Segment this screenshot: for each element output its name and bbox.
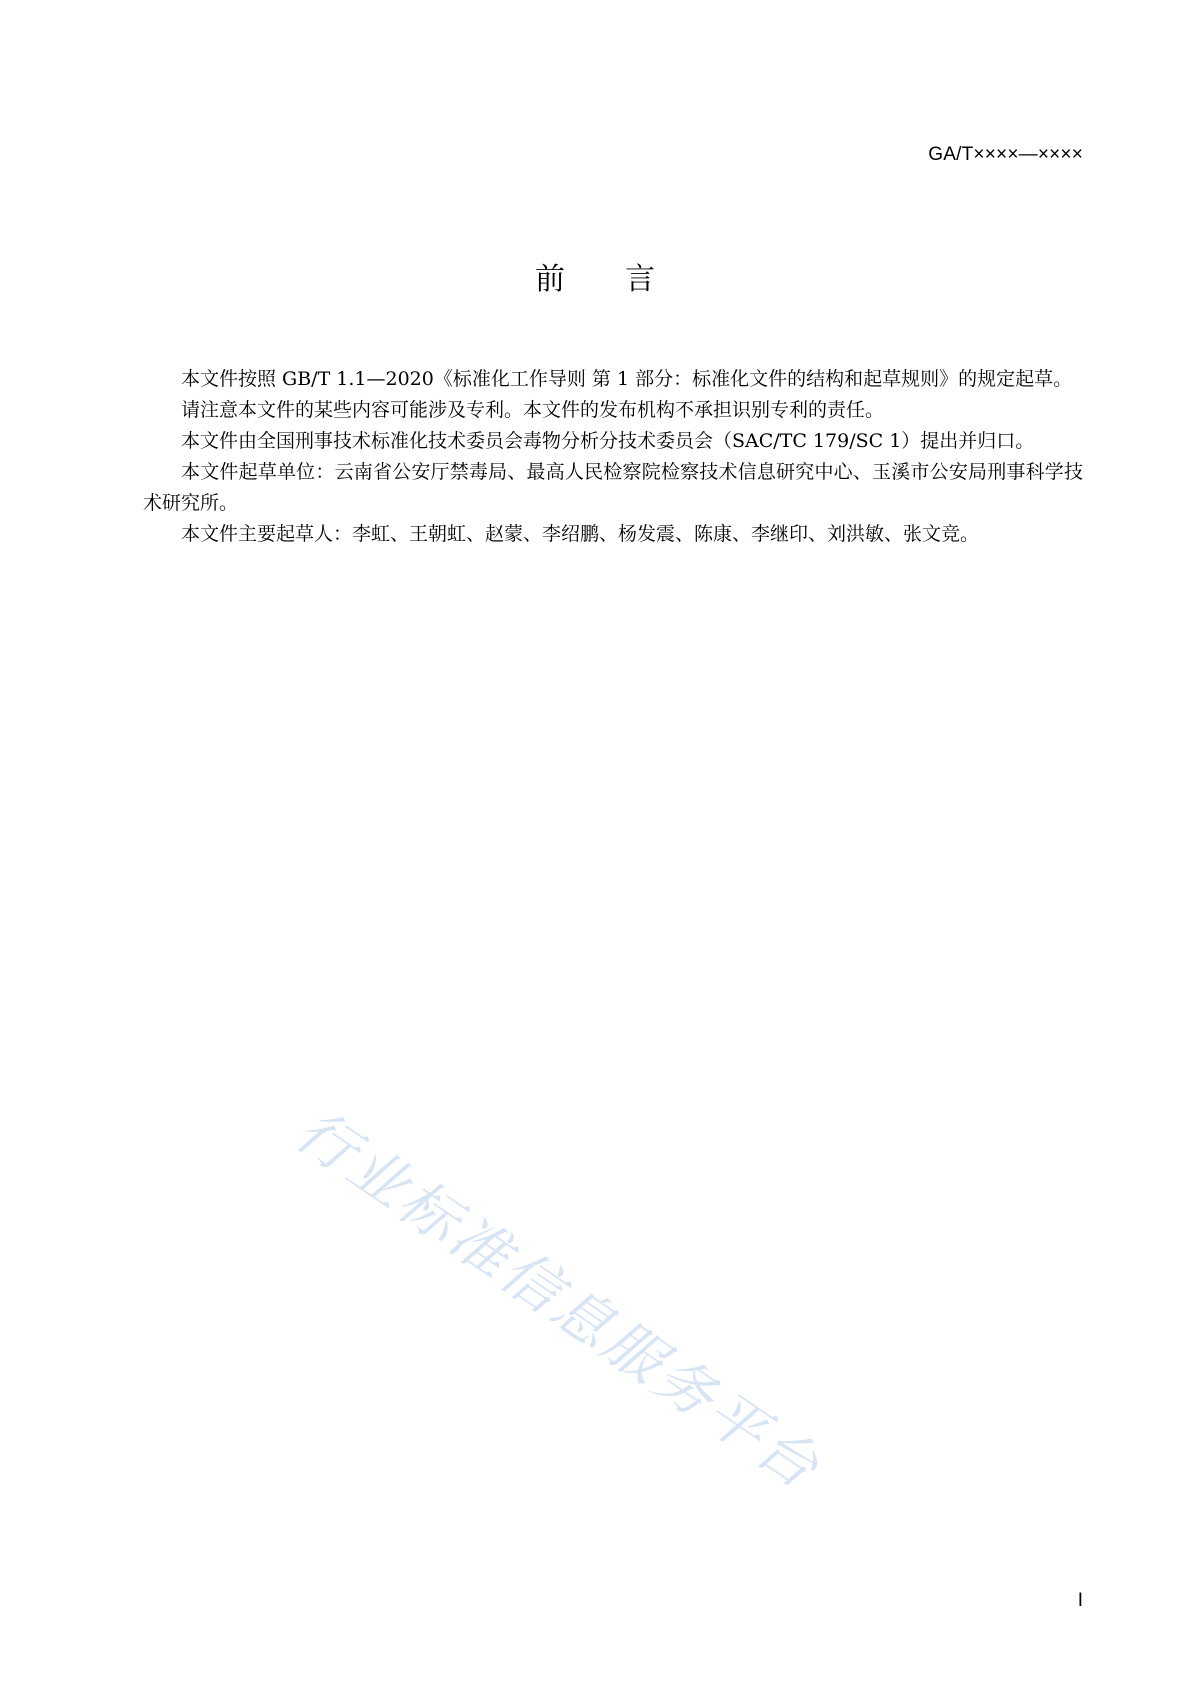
document-code: GA/T××××—×××× — [928, 144, 1083, 165]
paragraph-drafting-units: 本文件起草单位：云南省公安厅禁毒局、最高人民检察院检察技术信息研究中心、玉溪市公安局刑事科学技术研究所。 — [143, 461, 1083, 514]
paragraph-proposer: 本文件由全国刑事技术标准化技术委员会毒物分析分技术委员会（SAC/TC 179/SC 1）提出并归口。 — [181, 430, 1035, 452]
foreword-title: 前言 — [535, 262, 715, 297]
paragraph-drafting-rules: 本文件按照 GB/T 1.1—2020《标准化工作导则 第 1 部分：标准化文件的结构和起草规则》的规定起草。 — [181, 368, 1073, 390]
paragraph-drafters: 本文件主要起草人：李虹、王朝虹、赵蒙、李绍鹏、杨发震、陈康、李继印、刘洪敏、张文竞。 — [181, 523, 980, 545]
paragraph-patent-notice: 请注意本文件的某些内容可能涉及专利。本文件的发布机构不承担识别专利的责任。 — [181, 399, 885, 421]
foreword-body — [143, 364, 1083, 550]
watermark: 行业标准信息服务平台 — [283, 1096, 834, 1504]
page-number: I — [1077, 1590, 1083, 1611]
